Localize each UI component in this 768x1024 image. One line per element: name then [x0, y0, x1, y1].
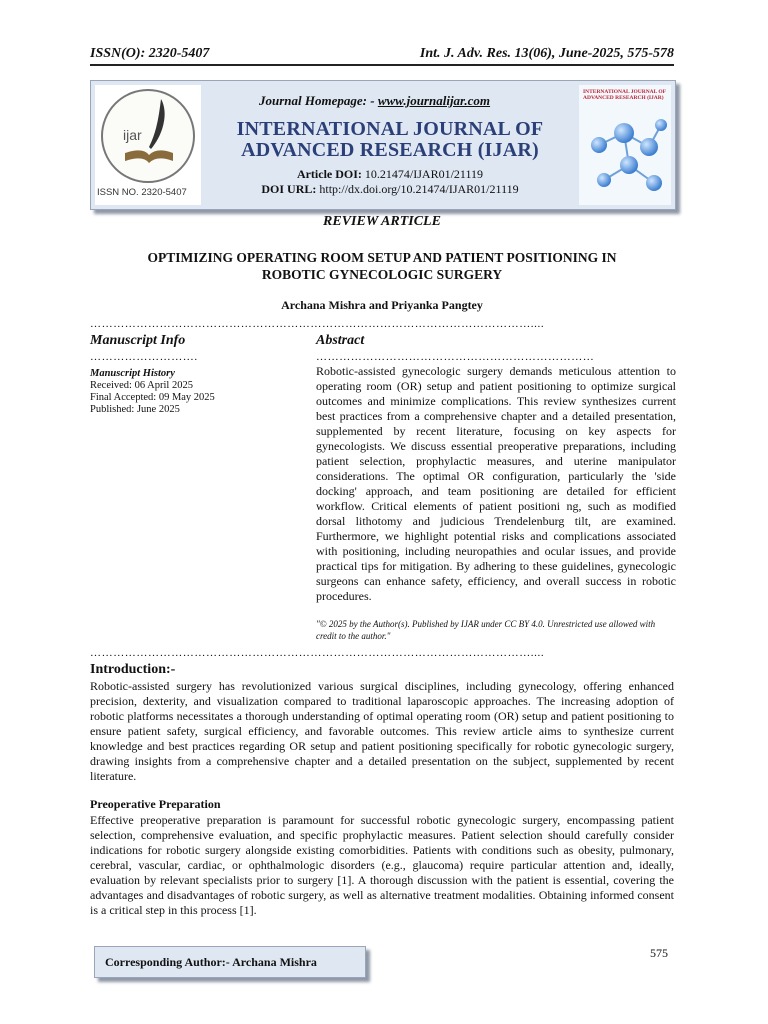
doi-value: 10.21474/IJAR01/21119 [364, 167, 484, 181]
logo-text: ijar [123, 127, 142, 143]
journal-banner [90, 80, 676, 210]
abstract-text: Robotic-assisted gynecologic surgery demands meticulous attention to operating room (OR) setup and patient positioning to optimize surgical outcomes and minimize complications. This review synthesizes current best practices from a comprehensive chapter and a detailed presentation, supplemented by recent literature, focusing on key aspects for gynecologists. We discuss essential preoperative preparations, including patient selection, prophylactic measures, and uterine manipulator considerations. The optimal OR configuration, particularly the 'side docking' approach, and team positioning are detailed for efficient workflow. Critical elements of patient positioni ng, such as modified dorsal lithotomy and judicious Trendelenburg tilt, are examined. Furthermore, we highlight potential risks and complications associated with positioning, including neuropathies and ocular issues, and provide practical tips for mitigation. By adhering to these guidelines, gynecologic surgeons can enhance safety, efficiency, and overall success in robotic procedures. [316, 364, 676, 603]
introduction-heading: Introduction:- [90, 662, 176, 677]
article-type: REVIEW ARTICLE [323, 214, 441, 229]
manuscript-history: Manuscript History Received: 06 April 2025 Final Accepted: 09 May 2025 Published: June 2025 [90, 368, 215, 415]
divider-abstract: ……………………………………………………………… [316, 351, 595, 363]
molecule-cover-icon [579, 85, 671, 205]
manuscript-info-heading: Manuscript Info [90, 333, 186, 348]
doi-url[interactable]: http://dx.doi.org/10.21474/IJAR01/21119 [319, 182, 519, 196]
received-date: Received: 06 April 2025 [90, 380, 193, 391]
accepted-date: Final Accepted: 09 May 2025 [90, 392, 215, 403]
divider-bottom: …………………………………………………………………………………………………….... [90, 647, 545, 659]
preoperative-text: Effective preoperative preparation is paramount for successful robotic gynecologic surgery, encompassing patient selection, comprehensive evaluation, and specific prophylactic measures. Patient selection should carefully consider indications for robotic surgery alongside existing comorbidities. Patients with conditions such as obesity, pulmonary, cerebral, vascular, cardiac, or ophthalmologic disorders (e.g., glaucoma) require particular attention and, ideally, evaluation by relevant specialists prior to surgery [1]. A thorough discussion with the patient is essential, covering the advantages and disadvantages of robotic surgery, as well as alternative treatment modalities. Obtaining informed consent is a critical step in this process [1]. [90, 813, 674, 917]
journal-logo [95, 85, 201, 205]
abstract-heading: Abstract [316, 333, 365, 348]
corresponding-author-box [94, 946, 366, 978]
divider-manuscript: ………………………. [90, 351, 198, 363]
homepage-link[interactable]: www.journalijar.com [377, 93, 491, 108]
license-note: "© 2025 by the Author(s). Published by IJAR under CC BY 4.0. Unrestricted use allowed with credit to the author." [316, 619, 656, 641]
journal-title: INTERNATIONAL JOURNAL OF ADVANCED RESEARCH (IJAR) [236, 118, 544, 161]
cover-title: INTERNATIONAL JOURNAL OF ADVANCED RESEARCH (IJAR) [583, 89, 666, 101]
journal-homepage: Journal Homepage: - www.journalijar.com [259, 93, 491, 108]
page-number: 575 [650, 946, 668, 960]
issn-header: ISSN(O): 2320-5407 [90, 46, 210, 61]
corresponding-author: Corresponding Author:- Archana Mishra [105, 955, 317, 969]
logo-circle [101, 89, 195, 183]
journal-cover [579, 85, 671, 205]
authors: Archana Mishra and Priyanka Pangtey [281, 298, 483, 312]
quill-book-icon [103, 91, 193, 181]
doi-block: Article DOI: 10.21474/IJAR01/21119 DOI URL: http://dx.doi.org/10.21474/IJAR01/21119 [261, 167, 519, 196]
running-header [90, 46, 674, 66]
divider-top: …………………………………………………………………………………………………….... [90, 318, 545, 330]
citation-header: Int. J. Adv. Res. 13(06), June-2025, 575-578 [419, 46, 674, 61]
published-date: Published: June 2025 [90, 404, 180, 415]
paper-title: OPTIMIZING OPERATING ROOM SETUP AND PATIENT POSITIONING IN ROBOTIC GYNECOLOGIC SURGERY [147, 250, 617, 282]
issn-number: ISSN NO. 2320-5407 [97, 187, 187, 198]
introduction-text: Robotic-assisted surgery has revolutionized various surgical disciplines, including gynecology, offering enhanced precision, dexterity, and visualization compared to traditional laparoscopic approaches. The increasing adoption of robotic platforms necessitates a thorough understanding of optimal operating room (OR) setup and patient positioning to ensure patient safety, surgical efficiency, and favorable outcomes. This review article aims to synthesize current knowledge and best practices regarding OR setup and patient positioning specifically for robotic gynecologic surgery, drawing insights from a comprehensive chapter and a detailed presentation on the subject, supplemented by recent literature. [90, 679, 674, 783]
preoperative-heading: Preoperative Preparation [90, 797, 221, 811]
